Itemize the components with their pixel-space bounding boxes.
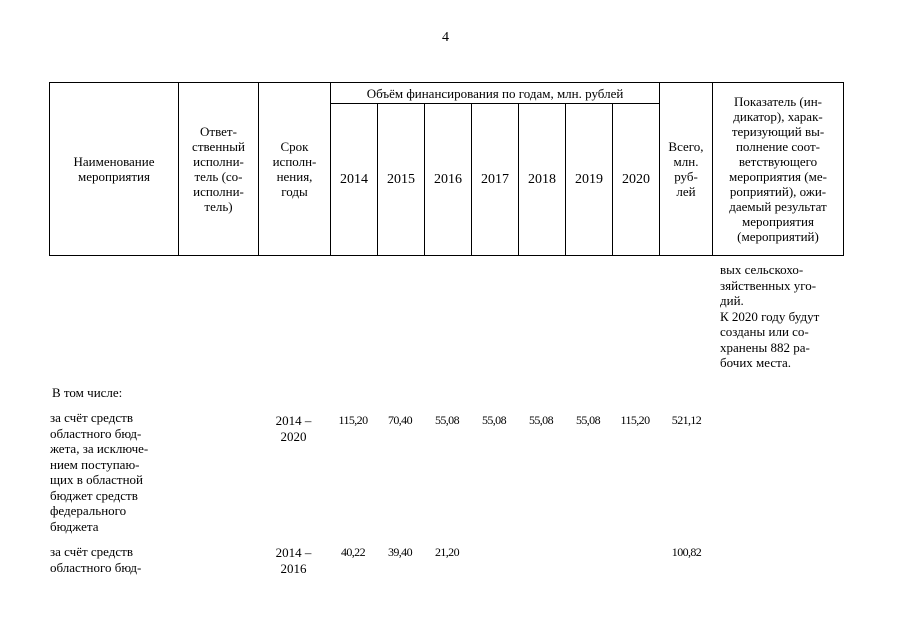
header-financing-title: Объём финансирования по годам, млн. рублей: [331, 83, 660, 104]
row-2-value-2015: 39,40: [387, 545, 412, 559]
row-1-value-2020: 115,20: [620, 413, 650, 427]
row-1-name: за счёт средств областного бюд- жета, за исключе- нием поступаю- щих в областной бюджет средств федерального бюджета: [50, 410, 149, 534]
header-name-label: Наименование мероприятия: [73, 154, 155, 184]
header-year-2017: 2017: [472, 104, 519, 256]
row-2-total: 100,82: [671, 545, 702, 559]
header-indicator-cell: [713, 83, 844, 256]
header-total-cell: [660, 83, 713, 256]
row-2-term: 2014 – 2016: [275, 545, 312, 576]
row-1-value-2016: 55,08: [434, 413, 459, 427]
row-1-value-2014: 115,20: [338, 413, 368, 427]
row-1-value-2018: 55,08: [528, 413, 553, 427]
indicator-continuation-text: вых сельскохо- зяйственных уго- дий. К 2020 году будут созданы или со- хранены 882 ра- бочих места.: [720, 262, 820, 370]
section-intro: В том числе:: [52, 385, 123, 400]
header-year-2018: 2018: [519, 104, 566, 256]
row-1-value-2019: 55,08: [575, 413, 600, 427]
header-indicator-label: Показатель (ин- дикатор), харак- теризующий вы- полнение соот- ветствующего мероприятия (ме- роприятий), ожи- даемый результат мероприятия (мероприятий): [729, 94, 827, 244]
header-term-label: Срок исполн- нения, годы: [272, 139, 317, 199]
row-2-value-2016: 21,20: [434, 545, 459, 559]
header-year-2016: 2016: [425, 104, 472, 256]
page-number: 4: [442, 30, 449, 45]
header-executor-label: Ответ- ственный исполни- тель (со- исполни- тель): [192, 124, 245, 214]
row-1-value-2017: 55,08: [481, 413, 506, 427]
header-year-2020: 2020: [613, 104, 660, 256]
header-executor-cell: [179, 83, 259, 256]
header-year-2015: 2015: [378, 104, 425, 256]
header-total-label: Всего, млн. руб- лей: [668, 139, 704, 199]
header-term-cell: [259, 83, 331, 256]
row-2-name: за счёт средств областного бюд-: [50, 544, 142, 575]
header-year-2014: 2014: [331, 104, 378, 256]
row-1-term: 2014 – 2020: [275, 413, 312, 444]
table-header: [49, 82, 844, 256]
row-1-total: 521,12: [671, 413, 702, 427]
header-name-cell: [50, 83, 179, 256]
header-year-2019: 2019: [566, 104, 613, 256]
row-1-value-2015: 70,40: [387, 413, 412, 427]
row-2-value-2014: 40,22: [340, 545, 365, 559]
